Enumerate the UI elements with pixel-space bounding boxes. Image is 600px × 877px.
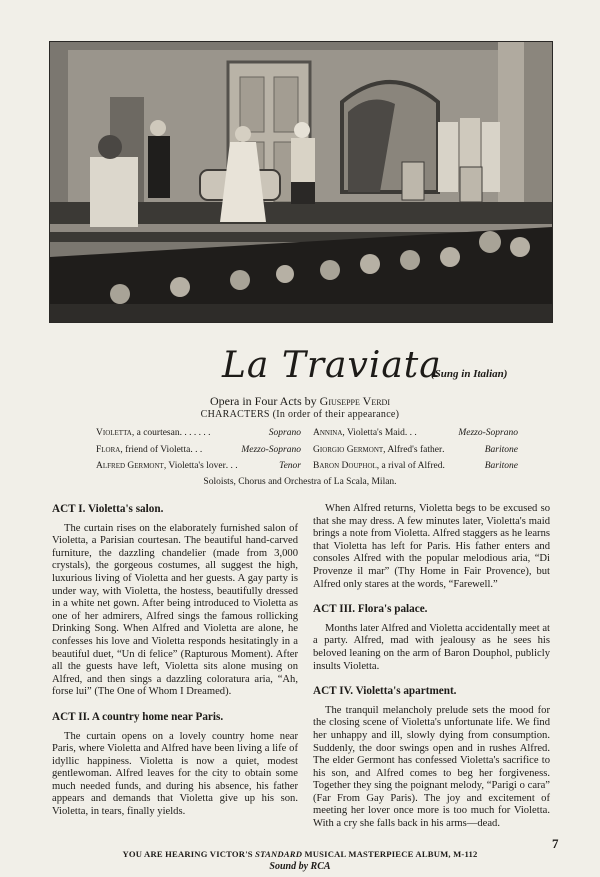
cast-dots: . . . . . . . (179, 428, 211, 438)
opera-subtitle (0, 394, 600, 409)
cast-voice: Baritone (484, 444, 518, 455)
act-heading: ACT IV. Violetta's apartment. (313, 685, 457, 698)
cast-dots: . . . (225, 461, 238, 471)
opera-title: La Traviata (222, 345, 442, 386)
cast-dots: . (442, 461, 445, 471)
act-heading: ACT II. A country home near Paris. (52, 710, 224, 723)
album-footer (0, 849, 600, 859)
act-heading: ACT III. Flora's palace. (313, 603, 428, 616)
cast-voice: Baritone (484, 461, 518, 471)
act-paragraph: The curtain opens on a lovely country home near Paris, where Violetta and Alfred have been living a life of idyllic happiness. Violetta is now a quiet, modest gentlewoman. Alfred leaves for the city to obtain some much needed funds, and during his absence, his father appears and demands that Violetta give up his son. Violetta, in tears, finally yields. (52, 730, 298, 818)
cast-list-right (313, 425, 518, 475)
cast-voice: Soprano (268, 428, 301, 438)
synopsis-column-right (313, 503, 550, 831)
footer-suffix: MUSICAL MASTERPIECE ALBUM, M-112 (304, 849, 478, 859)
cast-desc: , Alfred's father (383, 444, 443, 455)
footer-standard: STANDARD (255, 849, 303, 859)
subtitle-prefix: Opera in Four Acts by (210, 394, 317, 408)
cast-voice: Mezzo-Soprano (241, 444, 301, 455)
title-row (0, 345, 600, 395)
cast-desc: , Violetta's Maid (342, 428, 405, 438)
cast-name: Violetta (96, 428, 132, 438)
sung-language-note: (Sung in Italian) (431, 368, 508, 380)
cast-dots: . (442, 444, 445, 455)
page-number: 7 (552, 836, 559, 851)
cast-name: Flora (96, 444, 121, 455)
cast-voice: Mezzo-Soprano (458, 428, 518, 438)
composer-name: Giuseppe Verdi (319, 394, 390, 408)
synopsis-column-left (52, 503, 298, 819)
cast-name: Alfred Germont (96, 461, 164, 471)
cast-row (96, 442, 301, 459)
cast-name: Annina (313, 428, 343, 438)
sound-credit: Sound by RCA (269, 861, 331, 872)
act-paragraph: The tranquil melancholy prelude sets the mood for the closing scene of Violetta's unfortunate life. We find her unhappy and ill, slowly dying from consumption. Suddenly, the door swings open and in rushes Alfred. The elder Germont has confessed Violetta's sacrifice to his son, and Alfred comes to beg her forgiveness. Together they sing the poignant melody, “Parigi o cara” (Far From Gay Paris). The joy and excitement of meeting her lover once more is too much for Violetta. With a cry she falls back in his arms—dead. (313, 704, 550, 830)
cast-list-left (96, 425, 301, 475)
cast-dots: . . . (190, 444, 203, 455)
act-paragraph: When Alfred returns, Violetta begs to be excused so that she may dress. A few minutes later, Violetta's maid brings a note from Violetta. Alfred staggers as he learns that Violetta has left for Paris. His father enters and consoles Alfred with the popular melodious aria, “Di Provenze il mar” (Thy Home in Fair Provence), but Alfred only stares at the words, “Farewell.” (313, 503, 550, 590)
cast-voice: Tenor (279, 461, 301, 471)
cast-dots: . . . (404, 428, 417, 438)
act-paragraph: The curtain rises on the elaborately furnished salon of Violetta, a Parisian courtesan. The beautiful hand-carved furniture, the dazzling chandelier (made from 3,000 crystals), the gorgeous costumes, all suggest the high, luxurious living of Violetta and her guests. A gay party is under way, with Violetta, the hostess, beautifully dressed in a white net gown. After being introduced to Violetta as one of her admirers, Alfred sings the famous rollicking Drinking Song. When Alfred and Violetta are alone, he confesses his love and Violetta responds hesitatingly in a beautiful duet, “Un di felice” (Rapturous Moment). After all the guests have left, Violetta sits alone musing on Alfred, and then sings a dazzling coloratura aria, “Ah, forse lui” (The One of Whom I Dreamed). (52, 522, 298, 698)
cast-row (96, 458, 301, 475)
act-paragraph: Months later Alfred and Violetta accidentally meet at a party. Alfred, mad with jealousy as he sees his beloved leaning on the arm of Baron Douphol, publicly insults Violetta. (313, 622, 550, 672)
cast-desc: , friend of Violetta (120, 444, 191, 455)
cast-row (96, 425, 301, 442)
cast-desc: , a rival of Alfred (376, 461, 443, 471)
cast-desc: , a courtesan (131, 428, 180, 438)
cast-row (313, 442, 518, 459)
act-heading: ACT I. Violetta's salon. (52, 503, 164, 515)
opera-stage-photo (49, 41, 553, 323)
cast-desc: , Violetta's lover (163, 461, 226, 471)
soloists-credit: Soloists, Chorus and Orchestra of La Scala, Milan. (203, 477, 397, 487)
cast-name: Baron Douphol (313, 461, 377, 471)
characters-heading: CHARACTERS (In order of their appearance) (200, 409, 400, 420)
cast-row (313, 458, 518, 475)
footer-prefix: YOU ARE HEARING VICTOR'S (122, 849, 253, 859)
cast-row (313, 425, 518, 442)
cast-name: Giorgio Germont (313, 444, 384, 455)
